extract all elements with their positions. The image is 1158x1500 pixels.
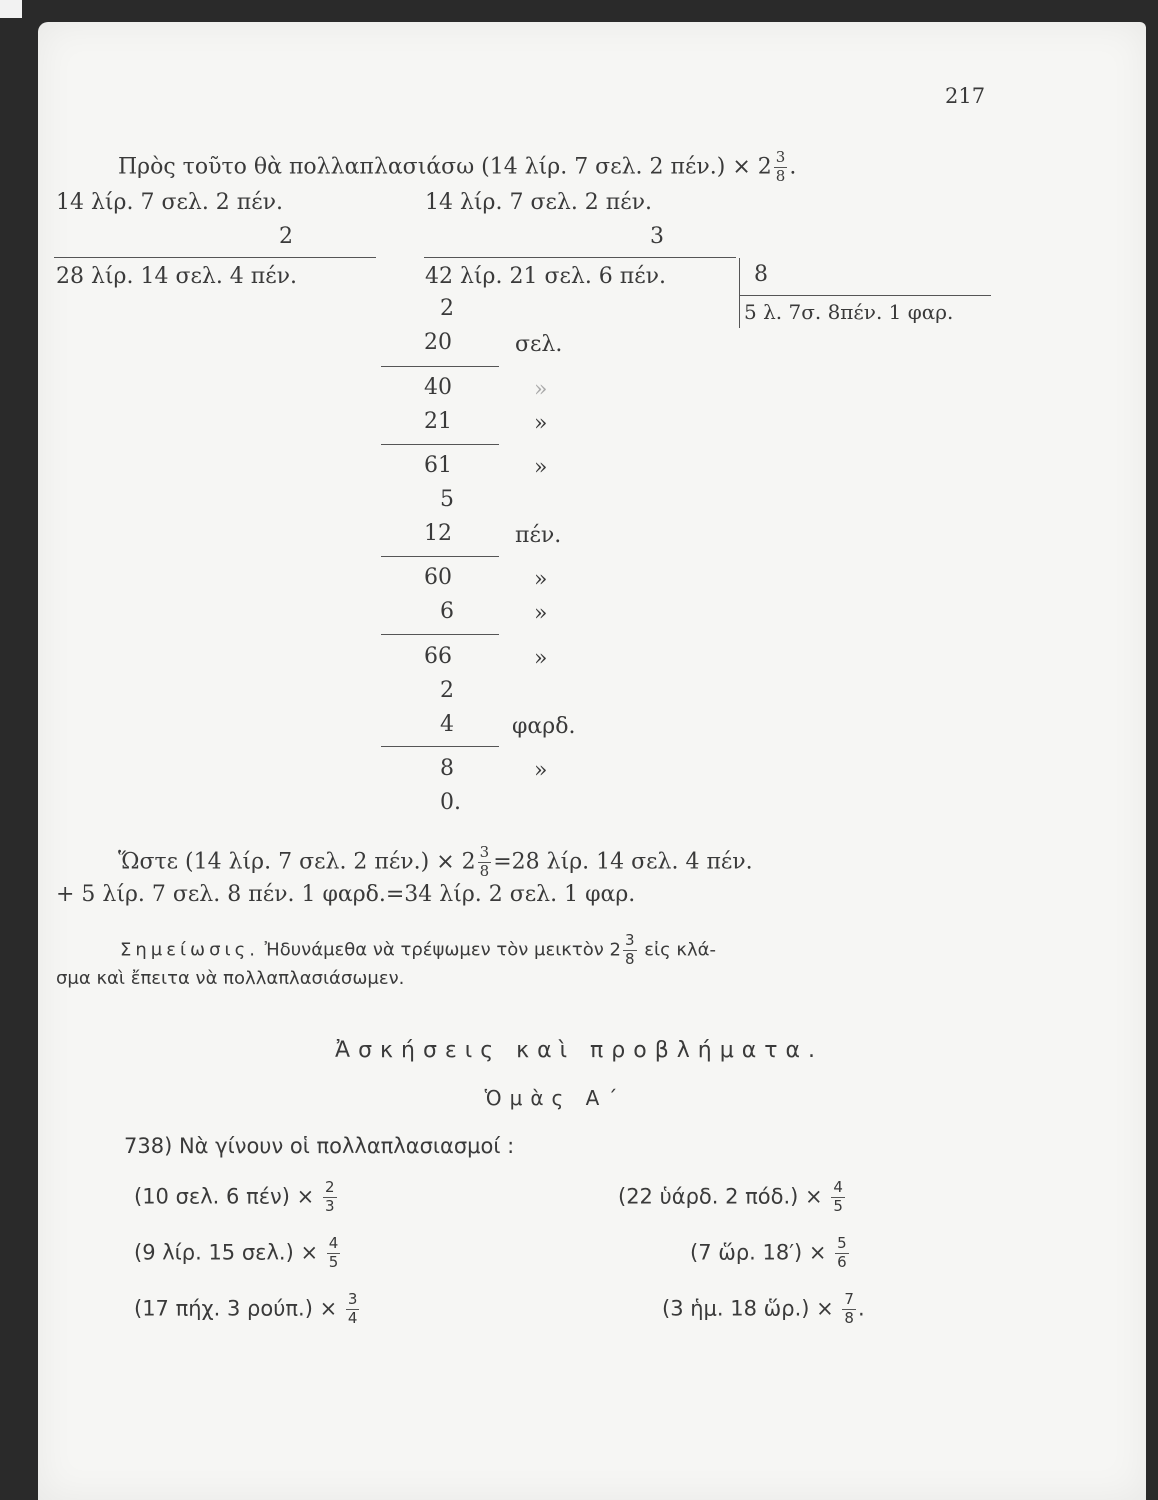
times-sign: ×: [816, 1296, 834, 1321]
mixed-whole: 2: [609, 939, 621, 961]
fraction-denominator: 8: [844, 1308, 854, 1327]
exercise-item: [618, 1180, 847, 1215]
left-calc-rule: [54, 257, 376, 258]
conclusion-result: =28 λίρ. 14 σελ. 4 πέν.: [493, 849, 753, 875]
section-title: Ἀσκήσεις καὶ προβλήματα.: [335, 1038, 823, 1063]
group-title: Ὁμὰς Α΄: [484, 1086, 626, 1110]
times-sign: ×: [296, 1184, 315, 1209]
step-value: 21: [424, 409, 452, 434]
exercise-item: [134, 1292, 361, 1327]
step-value: 20: [424, 330, 452, 355]
step-unit: »: [534, 567, 548, 592]
exercise-expression: (10 σελ. 6 πέν): [134, 1184, 297, 1209]
step-unit: πέν.: [515, 523, 562, 548]
step-unit: σελ.: [515, 332, 563, 357]
scan-corner: [0, 0, 22, 18]
intro-sentence: [118, 150, 796, 185]
step-rule: [381, 366, 499, 367]
exercise-item: [690, 1236, 851, 1271]
step-rule: [381, 634, 499, 635]
step-unit: »: [534, 377, 548, 402]
step-value: 0.: [440, 790, 461, 815]
left-calc-multiplier: 2: [279, 224, 293, 249]
left-calc-line1: 14 λίρ. 7 σελ. 2 πέν.: [56, 190, 284, 215]
step-value: 2: [440, 678, 454, 703]
step-value: 40: [424, 375, 452, 400]
fraction-numerator: 2: [324, 1178, 335, 1196]
right-calc-line1: 14 λίρ. 7 σελ. 2 πέν.: [425, 190, 653, 215]
step-value: 66: [424, 644, 452, 669]
division-bracket-vertical: [739, 258, 740, 328]
fraction-numerator: 4: [833, 1178, 843, 1196]
step-unit: φαρδ.: [512, 714, 576, 739]
fraction-numerator: 3: [347, 1290, 358, 1308]
fraction: [831, 1180, 845, 1215]
intro-text: Πρὸς τοῦτο θὰ πολλαπλασιάσω (14 λίρ. 7 σελ. 2 πέν.): [118, 154, 733, 180]
step-value: 8: [440, 756, 454, 781]
step-unit: »: [534, 601, 548, 626]
fraction: [323, 1180, 337, 1215]
step-rule: [381, 556, 499, 557]
exercise-heading: 738) Νὰ γίνουν οἱ πολλαπλασιασμοί :: [124, 1134, 515, 1158]
fraction-denominator: 5: [833, 1196, 843, 1215]
fraction-numerator: 5: [837, 1234, 847, 1252]
fraction-denominator: 8: [479, 861, 490, 880]
fraction: [774, 150, 788, 185]
fraction-denominator: 6: [837, 1252, 847, 1271]
note-line1: [120, 933, 716, 968]
right-calc-line3: 42 λίρ. 21 σελ. 6 πέν.: [425, 264, 667, 289]
page-sheet: [38, 22, 1146, 1500]
step-value: 2: [440, 296, 454, 321]
page-number: 217: [945, 84, 986, 108]
fraction-denominator: 4: [347, 1308, 358, 1327]
exercise-expression: (7 ὥρ. 18′): [690, 1240, 809, 1265]
step-rule: [381, 746, 499, 747]
right-calc-rule: [424, 257, 736, 258]
step-value: 12: [424, 521, 452, 546]
exercise-item: [134, 1180, 339, 1215]
times-sign: ×: [808, 1240, 827, 1265]
fraction-denominator: 5: [328, 1252, 339, 1271]
exercise-expression: (17 πήχ. 3 ρούπ.): [134, 1296, 320, 1321]
step-unit: »: [534, 411, 548, 436]
exercise-expression: (22 ὑάρδ. 2 πόδ.): [618, 1184, 806, 1209]
divisor: 8: [754, 262, 768, 287]
exercise-item: [134, 1236, 342, 1271]
left-calc-result: 28 λίρ. 14 σελ. 4 πέν.: [56, 264, 298, 289]
times-sign: ×: [300, 1240, 319, 1265]
division-bracket-horizontal: [739, 295, 991, 296]
conclusion-line1: [118, 845, 753, 880]
conclusion-line2: + 5 λίρ. 7 σελ. 8 πέν. 1 φαρδ.=34 λίρ. 2 σελ. 1 φαρ.: [56, 882, 636, 907]
times-sign: ×: [732, 154, 751, 180]
step-unit: »: [534, 646, 548, 671]
exercise-end: .: [857, 1296, 865, 1321]
fraction-denominator: 3: [324, 1196, 335, 1215]
fraction-numerator: 7: [844, 1290, 854, 1308]
note-label: Σημείωσις.: [120, 939, 259, 961]
fraction: [842, 1292, 856, 1327]
times-sign: ×: [805, 1184, 823, 1209]
step-unit: »: [534, 455, 548, 480]
step-rule: [381, 444, 499, 445]
fraction: [478, 845, 492, 880]
step-value: 61: [424, 453, 452, 478]
step-value: 5: [440, 487, 454, 512]
fraction: [346, 1292, 360, 1327]
times-sign: ×: [319, 1296, 338, 1321]
step-value: 4: [440, 712, 454, 737]
fraction-denominator: 8: [624, 949, 635, 968]
fraction-denominator: 8: [775, 166, 786, 185]
fraction-numerator: 3: [479, 843, 490, 861]
exercise-expression: (3 ἡμ. 18 ὥρ.): [662, 1296, 817, 1321]
fraction: [327, 1236, 341, 1271]
step-unit: »: [534, 758, 548, 783]
step-value: 60: [424, 565, 452, 590]
fraction-numerator: 4: [328, 1234, 339, 1252]
mixed-whole: 2: [461, 849, 476, 875]
fraction: [623, 933, 637, 968]
mixed-whole: 2: [757, 154, 772, 180]
note-text: Ἠδυνάμεθα νὰ τρέψωμεν τὸν μεικτὸν: [264, 939, 610, 961]
times-sign: ×: [436, 849, 455, 875]
step-value: 6: [440, 599, 454, 624]
conclusion-text: Ὥστε (14 λίρ. 7 σελ. 2 πέν.): [118, 849, 437, 875]
quotient: 5 λ. 7σ. 8πέν. 1 φαρ.: [744, 300, 954, 324]
right-calc-multiplier: 3: [650, 224, 664, 249]
intro-end: .: [789, 154, 797, 180]
fraction-numerator: 3: [775, 148, 786, 166]
exercise-item: [662, 1292, 865, 1327]
fraction: [835, 1236, 849, 1271]
note-text-end: εἰς κλά-: [638, 939, 716, 961]
note-line2: σμα καὶ ἔπειτα νὰ πολλαπλασιάσωμεν.: [56, 968, 405, 989]
exercise-expression: (9 λίρ. 15 σελ.): [134, 1240, 301, 1265]
fraction-numerator: 3: [624, 931, 635, 949]
